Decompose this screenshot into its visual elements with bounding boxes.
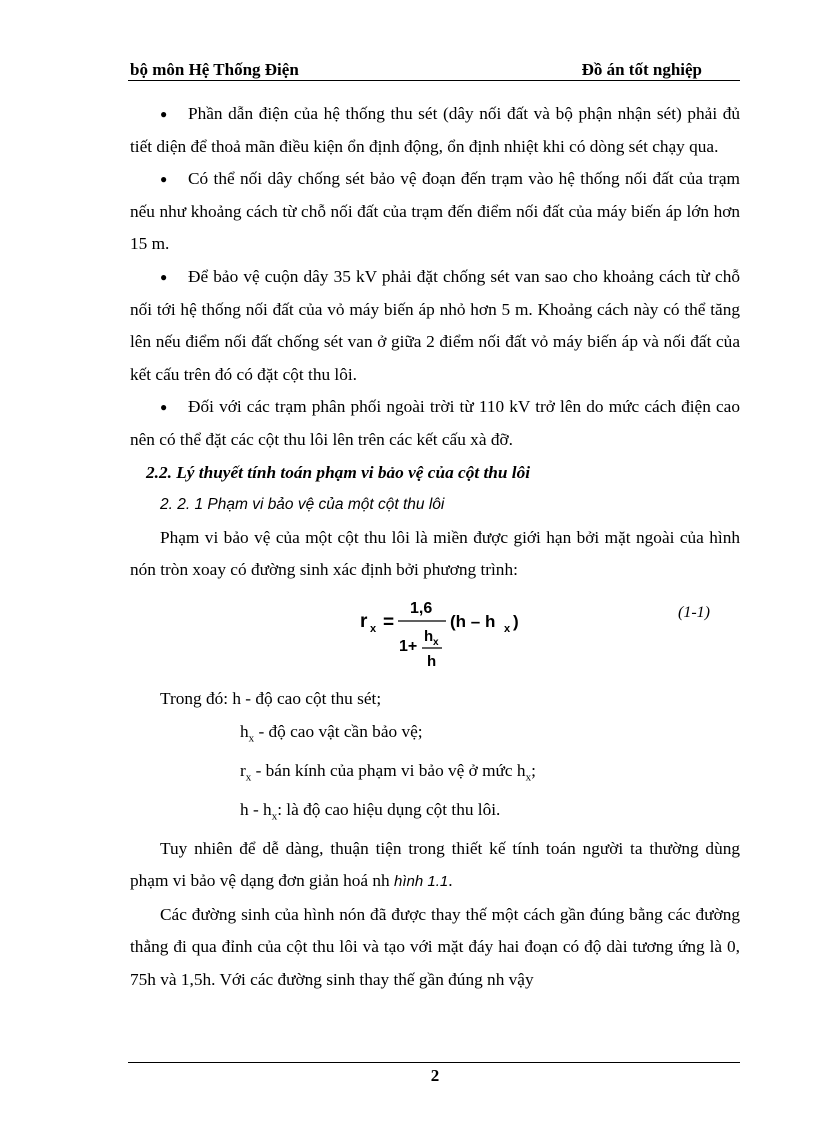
figure-reference: hình 1.1: [393, 873, 449, 891]
simplification-paragraph: Tuy nhiên để dễ dàng, thuận tiện trong thiết kế tính toán người ta thường dùng phạm vi bảo vệ dạng đơn giản hoá nh hình 1.1.: [130, 838, 740, 891]
svg-text:x: x: [433, 636, 439, 648]
bullet-icon: ●: [160, 107, 168, 121]
section-heading: 2.2. Lý thuyết tính toán phạm vi bảo vệ của cột thu lôi: [146, 462, 531, 482]
definition-effective-height: h - $h_x$: là độ cao hiệu dụng cột thu lôi.: [240, 799, 501, 823]
page-number: 2: [430, 1066, 440, 1085]
bullet-item: ● Phần dẫn điện của hệ thống thu sét (dây nối đất và bộ phận nhận sét) phải đủ tiết diện để thoả mãn điều kiện ổn định động, ổn định nhiệt khi có dòng sét chạy qua.: [130, 98, 740, 163]
header-department: bộ môn Hệ Thống Điện: [130, 60, 299, 79]
definition-hx: $h_x$ - độ cao vật cần bảo vệ;: [240, 721, 423, 744]
bullet-item: ● Để bảo vệ cuộn dây 35 kV phải đặt chống sét van sao cho khoảng cách từ chỗ nối tới hệ thống nối đất của vỏ máy biến áp nhỏ hơn 5 m. Khoảng cách này có thể tăng lên nếu điểm nối đất chống sét van ở giữa 2 điểm nối đất vỏ máy biến áp và nối đất của kết cấu trên đó có đặt cột thu lôi.: [130, 261, 740, 391]
svg-text:h: h: [427, 652, 437, 670]
svg-text:1,6: 1,6: [410, 599, 433, 617]
svg-text:=: =: [383, 611, 395, 633]
bullet-icon: ●: [160, 400, 168, 415]
final-paragraph: Các đường sinh của hình nón đã được thay thế một cách gần đúng bằng các đường thẳng đi qua đỉnh của cột thu lôi và tạo với mặt đáy hai đoạn có độ dài tương ứng là 0, 75h và 1,5h. Với các đường sinh thay thế gần đúng nh vậy: [130, 904, 740, 990]
equation-block: [130, 587, 740, 683]
footer-rule: [128, 1062, 740, 1063]
page-body: [130, 98, 740, 997]
svg-text:r: r: [360, 610, 368, 632]
definitions-intro: Trong đó: h - độ cao cột thu sét;: [160, 688, 382, 708]
definition-rx: $r_x$ - bán kính của phạm vi bảo vệ ở mức $h_x$;: [240, 760, 536, 783]
bullet-item: ● Có thể nối dây chống sét bảo vệ đoạn đến trạm vào hệ thống nối đất của trạm nếu như khoảng cách từ chỗ nối đất của trạm đến điểm nối đất của máy biến áp lớn hơn 15 m.: [130, 163, 740, 261]
equation-number: (1-1): [678, 603, 710, 621]
bullet-item: ● Đối với các trạm phân phối ngoài trời từ 110 kV trở lên do mức cách điện cao nên có thể đặt các cột thu lôi lên trên các kết cấu xà đỡ.: [130, 391, 740, 456]
svg-text:h: h: [424, 627, 434, 645]
bullet-icon: ●: [160, 269, 168, 284]
page-header: [128, 58, 740, 81]
svg-text:x: x: [370, 622, 377, 635]
svg-text:): ): [513, 611, 519, 631]
intro-paragraph: Phạm vi bảo vệ của một cột thu lôi là miền được giới hạn bởi mặt ngoài của hình nón tròn xoay có đường sinh xác định bởi phương trình:: [130, 527, 740, 580]
subsection-heading: 2. 2. 1 Phạm vi bảo vệ của một cột thu lôi: [160, 496, 445, 514]
svg-text:1+: 1+: [399, 637, 418, 655]
bullet-icon: ●: [160, 172, 168, 187]
svg-text:(h – h: (h – h: [450, 611, 496, 631]
svg-text:x: x: [504, 622, 511, 635]
equation-formula: [358, 589, 558, 681]
header-document-type: Đồ án tốt nghiệp: [581, 60, 702, 79]
